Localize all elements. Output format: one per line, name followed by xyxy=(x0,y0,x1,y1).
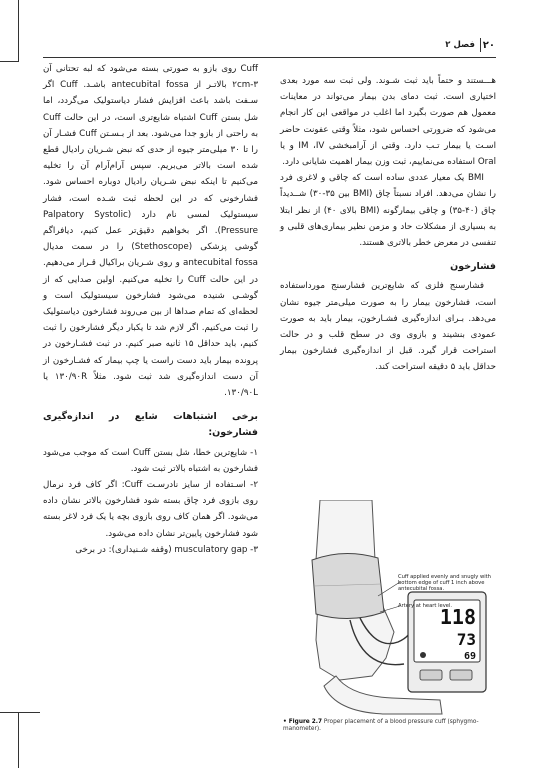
list-item: ۳- musculatory gap (وقفه شـنیداری): در برخی xyxy=(75,544,258,555)
annotation-artery: Artery at heart level. xyxy=(398,603,453,609)
figure-caption xyxy=(283,719,493,734)
display-systolic: 118 xyxy=(439,605,476,629)
crop-mark xyxy=(0,712,40,713)
monitor-button xyxy=(420,670,442,680)
header-divider xyxy=(480,38,481,52)
paragraph: BMI یک معیار عددی ساده است که چاقی و لاغری فرد را نشان می‌دهد. افراد نسبتاً چاق (BMI بین ۳۵-۳۰) شــدیداً چاق (۴۰-۳۵) و چاقی بیمارگونه (BMI بالای ۴۰) از نظر ابتلا به بسیاری از مشکلات حاد و مزمن نظیر بیماری‌های قلبی و تنفسی در معرض خطر بالاتری هستند. xyxy=(280,173,496,249)
page-header xyxy=(277,34,495,56)
crop-mark xyxy=(0,61,18,62)
figure-label: • Figure 2.7 xyxy=(283,719,323,725)
paragraph: Cuff روی بازو به صورتی بسته می‌شود که لبه تحتانی آن ۳-۲cm بالاتـر از antecubital fossa باشـد. Cuff اگر سـفت باشد باعث افزایش فشار دیاستولیک می‌گردد، اما شل بستن Cuff اشتباه شایع‌تری است، در این حالت Cuff به راحتی از بازو جدا می‌شود. بعد از بـسـتن Cuff فشـار آن را تا ۳۰ میلی‌متر جیوه از حدی که نبض شـریان رادیال قطع شده است بالاتر می‌بریم. سپس آرام‌آرام آن را تخلیه می‌کنیم تا اینکه نبض شـریان رادیال دوباره احساس شود. فشارخونی که در این لحظه ثبت شـده است، فشار سیستولیک لمسی نام دارد (Palpatory Systolic Pressure). اگر بخواهیم دقیق‌تر عمل کنیم، دیافراگم گوشی پزشکی (Stethoscope) را در سمت مدیال antecubital fossa و روی شـریان براکیال قـرار می‌دهیم. در این حالت Cuff را تخلیه می‌کنیم. اولین صدایی که از گوشـی شنیده می‌شود فشارخون سیستولیک است و لحظه‌ای که تمام صداها از بین می‌روند فشارخون دیاستولیک را ثبت می‌کنیم. اگر لازم شد تا یکبار دیگر فشارخون را ثبت کنیم، باید حداقل ۱۵ ثانیه صبر کنیم. در ثبت فشـارخون در پرونده بیمار باید دست راست یا چپ بیمار که فشـارخون از آن دست اندازه‌گیری شد ثبت شود. مثلاً ۱۳۰/۹۰R یا ۱۳۰/۹۰L. xyxy=(43,64,259,399)
paragraph: فشارسنج فلزی که شایع‌ترین فشارسنج مورداستفاده است، فشارخون بیمار را به صورت میلی‌متر جیوه نشان می‌دهد. بـرای اندازه‌گیری فشـارخون، بیمار باید به صورت عمودی بنشیند و بازوی وی در سطح قلب و در حالت استراحت قرار گیرد. قبل از اندازه‌گیری فشارخون بیمار حداقل باید ۵ دقیقه استراحت کند. xyxy=(280,281,496,373)
chapter-label: فصل ۲ xyxy=(445,40,475,50)
display-pulse: 69 xyxy=(463,651,476,662)
right-column xyxy=(280,73,496,376)
crop-mark xyxy=(18,0,19,62)
crop-mark xyxy=(18,712,19,768)
left-column xyxy=(43,61,258,558)
figure-blood-pressure-cuff xyxy=(280,500,496,715)
header-rule xyxy=(43,57,496,58)
paragraph: هـــستند و حتماً باید ثبت شـوند. ولی ثبت سه مورد بعدی اختیاری است. ثبت دمای بدن بیمار می‌تواند در معاینات معمول هم صورت بگیرد اما اغلب در مواقعی این کار انجام می‌شود که ضرورتی احساس شود، مثلاً وقتی عفونت حاضر اسـت یا بیمار تـب دارد. وقتی از آرامبخشی IM ،IV و یا Oral استفاده می‌نماییم، ثبت وزن بیمار اهمیت شایانی دارد. xyxy=(280,76,496,168)
display-diastolic: 73 xyxy=(456,630,476,649)
section-heading: برخی اشتباهات شایع در اندازه‌گیری فشارخون: xyxy=(43,411,258,439)
heart-icon xyxy=(420,652,426,658)
list-item: ۱- شایع‌ترین خطا، شل بستن Cuff است که موجب می‌شود فشارخون به اشتباه بالاتر ثبت شود. xyxy=(43,447,258,474)
list-item: ۲- اسـتفاده از سایز نادرسـت Cuff: اگر کاف فرد نرمال روی بازوی فرد چاق بسته شود فشارخون بالاتر نشان داده می‌شود. اگر همان کاف روی بازوی بچه یا یک فرد لاغر بسته شود فشارخون پایین‌تر نشان داده می‌شود. xyxy=(43,480,258,539)
page-number: ۲۰ xyxy=(482,40,495,51)
figure-caption-text: Proper placement of a blood pressure cuff (sphygmo-manometer). xyxy=(283,719,479,733)
monitor-button xyxy=(450,670,472,680)
section-heading: فشارخون xyxy=(450,261,496,273)
annotation-cuff: Cuff applied evenly and snugly with bottom edge of cuff 1 inch above antecubital fossa. xyxy=(398,574,491,593)
